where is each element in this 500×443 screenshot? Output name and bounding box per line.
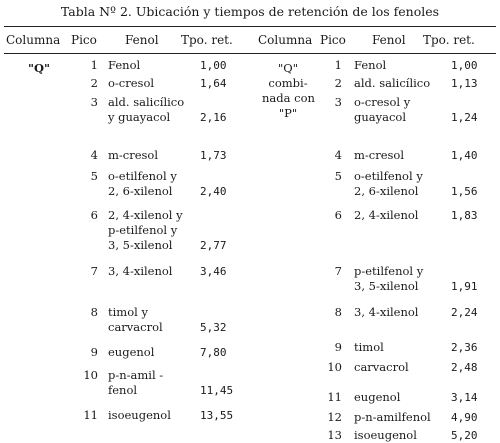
header-pico-right: Pico [320, 33, 346, 47]
table-row [252, 208, 500, 223]
peak-number: 9 [334, 340, 342, 354]
table-row [252, 76, 500, 91]
peak-number: 9 [90, 345, 98, 359]
retention-time: 2,24 [451, 306, 478, 319]
table-row [252, 58, 500, 73]
phenol-name-line: m-cresol [354, 148, 405, 162]
phenol-name [354, 264, 423, 294]
phenol-name-line: Fenol [108, 58, 141, 72]
left-column-block [0, 58, 250, 422]
phenol-name [354, 208, 419, 223]
phenol-name-line: 3, 5-xilenol [108, 238, 173, 252]
table-row [252, 390, 500, 405]
table-row [0, 148, 250, 163]
header-tpo-right: Tpo. ret. [423, 33, 475, 47]
peak-number: 13 [327, 428, 342, 442]
right-group-line: "Q" [277, 61, 298, 75]
header-fenol-left: Fenol [125, 33, 159, 47]
table-row [252, 169, 500, 198]
retention-time: 1,83 [451, 209, 478, 222]
header-tpo-left: Tpo. ret. [181, 33, 233, 47]
peak-number: 1 [334, 58, 342, 72]
table-row [0, 76, 250, 91]
peak-number: 8 [334, 305, 342, 319]
phenol-name-line: p-n-amil - [108, 368, 164, 382]
table-row [0, 264, 250, 279]
retention-time: 1,13 [451, 77, 478, 90]
phenol-name [108, 368, 163, 398]
phenol-name-line: o-etilfenol y [108, 169, 177, 183]
phenol-name [354, 340, 384, 355]
peak-number: 1 [90, 58, 98, 72]
phenol-name-line: y guayacol [108, 110, 171, 124]
table-row [252, 95, 500, 124]
phenol-name-line: p-n-amilfenol [354, 410, 431, 424]
phenol-name [354, 428, 417, 443]
phenol-name-line: timol [354, 340, 384, 354]
right-group-line: combi- [268, 76, 308, 90]
peak-number: 4 [334, 148, 342, 162]
retention-time: 1,24 [451, 111, 478, 124]
phenol-name-line: ald. salicílico [108, 95, 185, 109]
retention-time: 2,77 [200, 239, 227, 252]
table-row [0, 345, 250, 360]
peak-number: 12 [327, 410, 342, 424]
phenol-name [354, 95, 410, 125]
phenol-name-line: 2, 4-xilenol y [108, 208, 183, 222]
retention-time: 1,00 [451, 59, 478, 72]
retention-time: 1,91 [451, 280, 478, 293]
peak-number: 10 [327, 360, 342, 374]
peak-number: 11 [83, 408, 98, 422]
table-row [0, 305, 250, 334]
retention-time: 2,36 [451, 341, 478, 354]
phenol-name-line: timol y [108, 305, 148, 319]
table-row [252, 148, 500, 163]
retention-time: 2,40 [200, 185, 227, 198]
table-row [252, 360, 500, 375]
table-row [252, 264, 500, 293]
phenol-name [354, 410, 431, 425]
phenol-name [108, 345, 154, 360]
retention-time: 3,14 [451, 391, 478, 404]
retention-time: 11,45 [200, 384, 234, 397]
phenol-name [108, 408, 171, 423]
peak-number: 11 [327, 390, 342, 404]
header-pico-left: Pico [71, 33, 97, 47]
phenol-name [108, 169, 177, 199]
right-group-line: nada con [262, 91, 315, 105]
retention-time: 1,00 [200, 59, 227, 72]
peak-number: 5 [334, 169, 342, 183]
retention-time: 5,32 [200, 321, 227, 334]
phenol-name-line: o-etilfenol y [354, 169, 423, 183]
phenol-name-line: ald. salicílico [354, 76, 431, 90]
right-column-block [252, 58, 500, 442]
peak-number: 2 [334, 76, 342, 90]
peak-number: 5 [90, 169, 98, 183]
phenol-name [354, 390, 400, 405]
retention-time: 13,55 [200, 409, 234, 422]
peak-number: 6 [334, 208, 342, 222]
peak-number: 7 [334, 264, 342, 278]
peak-number: 8 [90, 305, 98, 319]
retention-time: 1,73 [200, 149, 227, 162]
header-rule [4, 53, 496, 54]
table-row [0, 368, 250, 397]
phenol-name-line: 2, 6-xilenol [108, 184, 173, 198]
retention-time: 2,48 [451, 361, 478, 374]
phenol-name [354, 58, 386, 73]
top-rule [4, 26, 496, 27]
phenol-name-line: p-etilfenol y [354, 264, 424, 278]
header-columna-left: Columna [6, 33, 61, 47]
table-row [252, 340, 500, 355]
retention-time: 4,90 [451, 411, 478, 424]
phenol-name-line: 3, 4-xilenol [108, 264, 173, 278]
retention-time: 3,46 [200, 265, 227, 278]
retention-time: 1,40 [451, 149, 478, 162]
phenol-name [354, 76, 430, 91]
phenol-name-line: m-cresol [108, 148, 159, 162]
peak-number: 7 [90, 264, 98, 278]
phenol-name-line: guayacol [354, 110, 407, 124]
phenol-name-line: 3, 5-xilenol [354, 279, 419, 293]
retention-time: 2,16 [200, 111, 227, 124]
peak-number: 10 [83, 368, 98, 382]
phenol-name-line: o-cresol [108, 76, 155, 90]
phenol-name-line: o-cresol y [354, 95, 411, 109]
phenol-name-line: Fenol [354, 58, 387, 72]
phenol-name [108, 264, 173, 279]
table-row [0, 58, 250, 73]
table-row [252, 305, 500, 320]
phenol-name [354, 360, 409, 375]
table-row [0, 95, 250, 124]
table-row [0, 169, 250, 198]
phenol-name [108, 95, 184, 125]
phenol-name-line: isoeugenol [354, 428, 417, 442]
phenol-name [108, 305, 163, 335]
peak-number: 3 [90, 95, 98, 109]
phenol-name [108, 58, 140, 73]
table-row [0, 208, 250, 252]
phenol-name [354, 305, 419, 320]
header-fenol-right: Fenol [372, 33, 406, 47]
phenol-name-line: isoeugenol [108, 408, 171, 422]
phenol-name-line: 2, 4-xilenol [354, 208, 419, 222]
table-title: Tabla Nº 2. Ubicación y tiempos de retención de los fenoles [60, 4, 440, 19]
table-row [252, 428, 500, 443]
table-row [252, 410, 500, 425]
retention-time: 7,80 [200, 346, 227, 359]
table-row [0, 408, 250, 423]
phenol-name-line: fenol [108, 383, 138, 397]
peak-number: 6 [90, 208, 98, 222]
header-columna-right: Columna [258, 33, 313, 47]
phenol-name-line: 3, 4-xilenol [354, 305, 419, 319]
phenol-name [108, 208, 183, 253]
right-group-line: "P" [278, 106, 298, 120]
phenol-name-line: carvacrol [108, 320, 163, 334]
phenol-name [108, 148, 158, 163]
phenol-name-line: eugenol [108, 345, 155, 359]
phenol-name [354, 169, 423, 199]
peak-number: 3 [334, 95, 342, 109]
phenol-name [108, 76, 154, 91]
peak-number: 2 [90, 76, 98, 90]
peak-number: 4 [90, 148, 98, 162]
retention-time: 1,56 [451, 185, 478, 198]
phenol-name-line: eugenol [354, 390, 401, 404]
phenol-name-line: 2, 6-xilenol [354, 184, 419, 198]
left-column-group: "Q" [28, 61, 51, 75]
phenol-name [354, 148, 404, 163]
retention-time: 1,64 [200, 77, 227, 90]
phenol-name-line: p-etilfenol y [108, 223, 178, 237]
retention-time: 5,20 [451, 429, 478, 442]
phenol-name-line: carvacrol [354, 360, 409, 374]
